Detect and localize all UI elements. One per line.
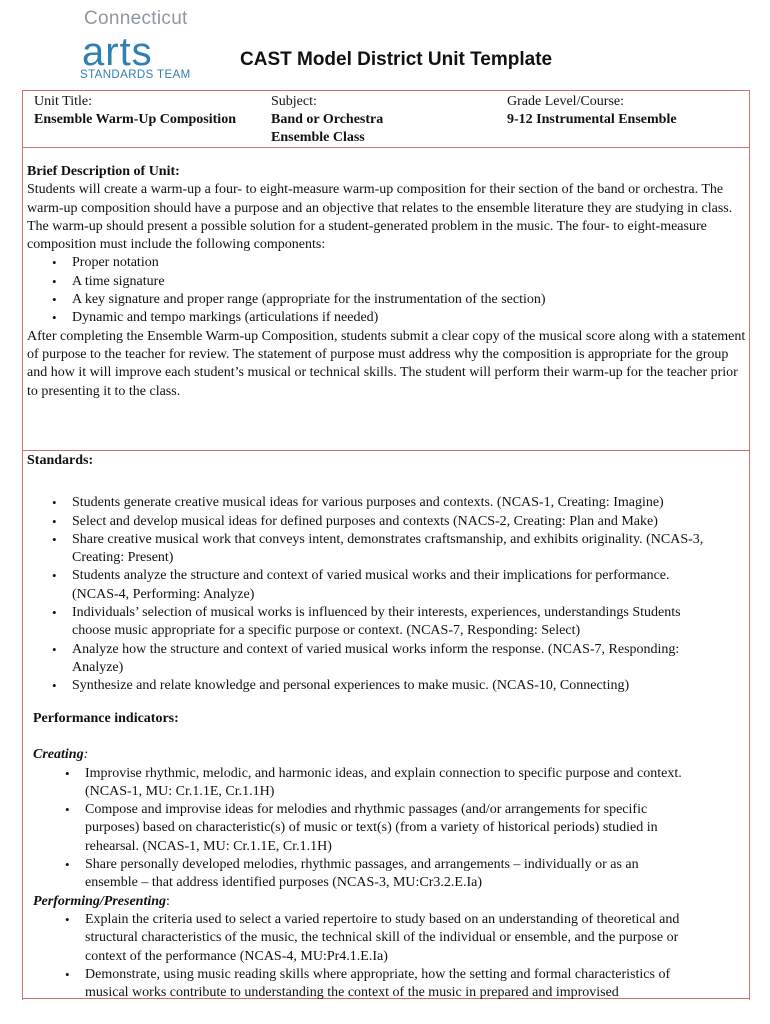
- table-divider: [22, 147, 750, 148]
- description-heading: Brief Description of Unit:: [27, 164, 180, 179]
- subject-label: Subject:: [271, 94, 317, 109]
- document-title: CAST Model District Unit Template: [240, 49, 553, 70]
- creating-heading: Creating:: [33, 747, 89, 763]
- list-item: • Students analyze the structure and context of varied musical works and their implications for performance. (NCAS-4, Performing: Analyze): [72, 567, 715, 604]
- subject-cell: [271, 93, 383, 147]
- description-closing: After completing the Ensemble Warm-up Composition, students submit a clear copy of the musical score along with a statement of purpose to the teacher for review. The statement of purpose must address why the composition is appropriate for the group and how it will improve each student’s musical or technical skills. The student will perform their warm-up for the teacher prior to presenting it to the class.: [27, 328, 746, 399]
- list-item: • Synthesize and relate knowledge and personal experiences to make music. (NCAS-10, Connecting): [72, 677, 715, 695]
- grade-label: Grade Level/Course:: [507, 94, 625, 109]
- list-item: • Select and develop musical ideas for defined purposes and contexts (NACS-2, Creating: Plan and Make): [72, 513, 715, 531]
- subject-value-line1: Band or Orchestra: [271, 112, 384, 127]
- grade-cell: [507, 93, 677, 129]
- unit-title-label: Unit Title:: [34, 94, 92, 109]
- svg-text:arts: arts: [82, 32, 153, 72]
- standards-list: [27, 494, 715, 695]
- list-item: • Dynamic and tempo markings (articulations if needed): [72, 309, 747, 327]
- subject-value-line2: Ensemble Class: [271, 130, 365, 145]
- table-divider: [22, 450, 750, 451]
- list-item: • Individuals’ selection of musical works is influenced by their interests, experiences, understandings Students choose music appropriate for a specific purpose or context. (NCAS-7, Responding: Select): [72, 604, 715, 641]
- performing-list: [33, 911, 693, 1002]
- logo-state-text: Connecticut: [84, 8, 188, 29]
- list-item: • Improvise rhythmic, melodic, and harmonic ideas, and explain connection to specific purpose and context.(NCAS-1, MU: Cr.1.1E, Cr.1.1H): [85, 765, 693, 802]
- list-item: • A time signature: [72, 273, 747, 291]
- performance-section: [33, 710, 745, 1002]
- unit-title-cell: [34, 93, 236, 129]
- components-list: [27, 254, 747, 327]
- unit-title-value: Ensemble Warm-Up Composition: [34, 112, 236, 127]
- list-item: • Compose and improvise ideas for melodies and rhythmic passages (and/or arrangements for specific purposes) based on characteristic(s) of music or text(s) (from a variety of historical periods) studied in rehearsal. (NCAS-1, MU: Cr.1.1E, Cr.1.1H): [85, 801, 693, 856]
- list-item: • Proper notation: [72, 254, 747, 272]
- list-item: • A key signature and proper range (appropriate for the instrumentation of the section): [72, 291, 747, 309]
- performance-heading: Performance indicators:: [33, 711, 179, 726]
- list-item: • Share personally developed melodies, rhythmic passages, and arrangements – individually or as an ensemble – that address identified purposes (NCAS-3, MU:Cr3.2.E.Ia): [85, 856, 693, 893]
- standards-heading: Standards:: [27, 453, 94, 468]
- list-item: • Demonstrate, using music reading skills where appropriate, how the setting and formal characteristics of musical works contribute to understanding the context of the music in prepared and improvised: [85, 966, 693, 1003]
- logo-team-text: STANDARDS TEAM: [80, 69, 191, 81]
- grade-value: 9-12 Instrumental Ensemble: [507, 112, 677, 127]
- logo-arts-word: [80, 32, 198, 72]
- description-section: [27, 163, 747, 401]
- list-item: • Explain the criteria used to select a varied repertoire to study based on an understanding of theoretical and structural characteristics of the music, the technical skill of the individual or ensemble, and the purpose or context of the performance (NCAS-4, MU:Pr4.1.E.Ia): [85, 911, 693, 966]
- list-item: • Students generate creative musical ideas for various purposes and contexts. (NCAS-1, Creating: Imagine): [72, 494, 715, 512]
- creating-list: [33, 765, 693, 893]
- performing-heading: Performing/Presenting:: [33, 893, 170, 909]
- connecticut-arts-logo: [74, 8, 204, 86]
- list-item: • Analyze how the structure and context of varied musical works inform the response. (NCAS-7, Responding: Analyze): [72, 641, 715, 678]
- description-intro: Students will create a warm-up a four- to eight-measure warm-up composition for their section of the band or orchestra. The warm-up composition should have a purpose and an objective that relates to the ensemble literature they are studying in class. The warm-up should present a possible solution for a student-generated problem in the music. The four- to eight-measure composition must include the following components:: [27, 182, 733, 253]
- standards-section: [27, 452, 747, 696]
- list-item: • Share creative musical work that conveys intent, demonstrates craftsmanship, and exhibits originality. (NCAS-3, Creating: Present): [72, 531, 715, 568]
